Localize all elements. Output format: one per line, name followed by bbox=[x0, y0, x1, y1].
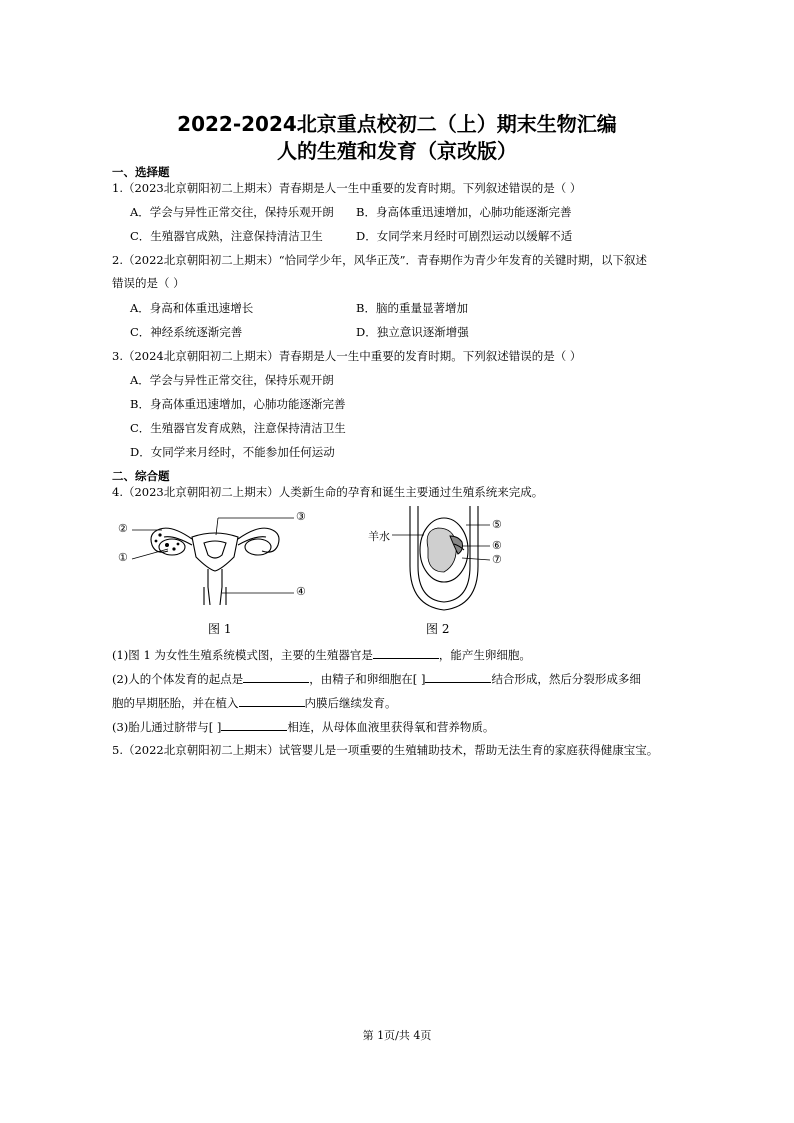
answer-blank[interactable] bbox=[221, 718, 287, 731]
question-3-option-b: B．身高体重迅速增加，心肺功能逐渐完善 bbox=[130, 397, 346, 411]
question-3-option-c: C．生殖器官发育成熟，注意保持清洁卫生 bbox=[130, 421, 346, 435]
question-2-option-a: A．身高和体重迅速增长 bbox=[130, 301, 254, 315]
question-4-part-2-line2: 胞的早期胚胎，并在植入 内膜后继续发育。 bbox=[112, 696, 397, 710]
page-number: 第 1页/共 4页 bbox=[362, 1029, 432, 1042]
figure-1-female-reproductive-system bbox=[112, 505, 322, 610]
figure-2-label-7: ⑦ bbox=[492, 553, 502, 566]
question-4-stem: 4.（2023北京朝阳初二上期末）人类新生命的孕育和诞生主要通过生殖系统来完成。 bbox=[112, 485, 544, 499]
figure-1-label-3: ③ bbox=[296, 510, 306, 523]
question-4-part-3: (3)胎儿通过脐带与[ ] 相连，从母体血液里获得氧和营养物质。 bbox=[112, 720, 495, 734]
answer-blank[interactable] bbox=[425, 670, 491, 683]
figure-2-amniotic-fluid-label: 羊水 bbox=[368, 530, 390, 543]
figure-2-label-6: ⑥ bbox=[492, 539, 502, 552]
figure-1-caption: 图 1 bbox=[208, 622, 232, 636]
question-3-option-d: D．女同学来月经时，不能参加任何运动 bbox=[130, 445, 335, 459]
answer-blank[interactable] bbox=[373, 646, 439, 659]
question-2-stem-line1: 2.（2022北京朝阳初二上期末）“恰同学少年，风华正茂”．青春期作为青少年发育的关键时期，以下叙述 bbox=[112, 253, 647, 267]
page-subtitle: 人的生殖和发育（京改版） bbox=[277, 139, 517, 163]
question-1-option-a: A．学会与异性正常交往，保持乐观开朗 bbox=[130, 205, 334, 219]
question-1-option-d: D．女同学来月经时可剧烈运动以缓解不适 bbox=[356, 229, 573, 243]
question-2-option-b: B．脑的重量显著增加 bbox=[356, 301, 468, 315]
question-4-part-1: (1)图 1 为女性生殖系统模式图，主要的生殖器官是 ，能产生卵细胞。 bbox=[112, 648, 531, 662]
figure-2-caption: 图 2 bbox=[426, 622, 450, 636]
page-title: 2022-2024北京重点校初二（上）期末生物汇编 bbox=[177, 112, 617, 136]
question-3-option-a: A．学会与异性正常交往，保持乐观开朗 bbox=[130, 373, 334, 387]
section-heading-choice: 一、选择题 bbox=[112, 165, 170, 179]
question-4-part-2-line1: (2)人的个体发育的起点是 ，由精子和卵细胞在[ ] 结合形成，然后分裂形成多细 bbox=[112, 672, 641, 686]
question-1-stem: 1.（2023北京朝阳初二上期末）青春期是人一生中重要的发育时期。下列叙述错误的是（ ） bbox=[112, 181, 582, 195]
question-5-stem: 5.（2022北京朝阳初二上期末）试管婴儿是一项重要的生殖辅助技术，帮助无法生育的家庭获得健康宝宝。 bbox=[112, 743, 659, 757]
figure-1-label-4: ④ bbox=[296, 585, 306, 598]
question-1-option-b: B．身高体重迅速增加，心肺功能逐渐完善 bbox=[356, 205, 572, 219]
answer-blank[interactable] bbox=[243, 670, 309, 683]
question-2-option-d: D．独立意识逐渐增强 bbox=[356, 325, 469, 339]
section-heading-comprehensive: 二、综合题 bbox=[112, 469, 170, 483]
answer-blank[interactable] bbox=[239, 694, 305, 707]
figure-2-label-5: ⑤ bbox=[492, 518, 502, 531]
question-3-stem: 3.（2024北京朝阳初二上期末）青春期是人一生中重要的发育时期。下列叙述错误的是（ ） bbox=[112, 349, 582, 363]
question-2-option-c: C．神经系统逐渐完善 bbox=[130, 325, 243, 339]
figure-1-label-2: ② bbox=[118, 522, 128, 535]
figure-1-label-1: ① bbox=[118, 551, 128, 564]
question-1-option-c: C．生殖器官成熟，注意保持清洁卫生 bbox=[130, 229, 323, 243]
question-2-stem-line2: 错误的是（ ） bbox=[112, 276, 185, 290]
